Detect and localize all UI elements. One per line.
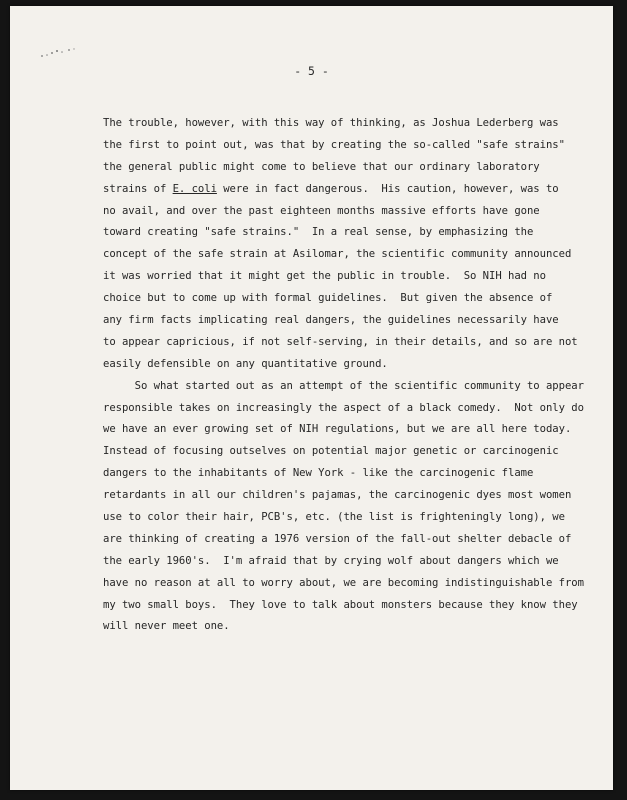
paragraph-2	[103, 376, 613, 639]
text-line	[103, 288, 613, 310]
text-segment: we have an ever growing set of NIH regulations, but we are all here today.	[103, 423, 572, 436]
text-segment: dangers to the inhabitants of New York - like the carcinogenic flame	[103, 467, 534, 480]
text-line	[103, 201, 613, 223]
text-line	[103, 463, 613, 485]
text-line	[103, 507, 613, 529]
text-segment: the first to point out, was that by creating the so-called "safe strains"	[103, 138, 565, 151]
text-segment: retardants in all our children's pajamas, the carcinogenic dyes most women	[103, 489, 572, 502]
text-segment: were in fact dangerous. His caution, however, was to	[216, 182, 559, 195]
document-page	[10, 6, 613, 790]
text-line	[103, 595, 613, 617]
text-segment: the general public might come to believe that our ordinary laboratory	[103, 160, 540, 173]
text-segment: the early 1960's. I'm afraid that by crying wolf about dangers which we	[103, 554, 559, 567]
text-line	[103, 529, 613, 551]
text-line	[103, 222, 613, 244]
text-line	[103, 441, 613, 463]
text-segment: to appear capricious, if not self-serving, in their details, and so are not	[103, 335, 578, 348]
paragraph-1	[103, 113, 613, 376]
text-segment: easily defensible on any quantitative ground.	[103, 357, 388, 370]
pencil-marks-icon	[38, 46, 78, 60]
text-line	[103, 332, 613, 354]
text-line	[103, 179, 613, 201]
text-line	[103, 135, 613, 157]
text-segment: toward creating "safe strains." In a real sense, by emphasizing the	[103, 226, 534, 239]
text-segment: concept of the safe strain at Asilomar, the scientific community announced	[103, 248, 572, 261]
text-segment: responsible takes on increasingly the aspect of a black comedy. Not only do	[103, 401, 584, 414]
text-segment: any firm facts implicating real dangers, the guidelines necessarily have	[103, 314, 559, 327]
text-segment: my two small boys. They love to talk about monsters because they know they	[103, 598, 578, 611]
text-line	[103, 485, 613, 507]
text-segment: are thinking of creating a 1976 version of the fall-out shelter debacle of	[103, 532, 572, 545]
text-line	[103, 266, 613, 288]
page-number: - 5 -	[294, 64, 329, 78]
text-segment: strains of	[103, 182, 173, 195]
text-segment: So what started out as an attempt of the scientific community to appear	[103, 379, 584, 392]
text-segment: it was worried that it might get the public in trouble. So NIH had no	[103, 270, 546, 283]
underlined-term: E. coli	[172, 182, 217, 195]
text-segment: will never meet one.	[103, 620, 230, 633]
text-line	[103, 573, 613, 595]
body-text	[103, 113, 613, 638]
text-line	[103, 310, 613, 332]
text-line	[103, 616, 613, 638]
text-line	[103, 376, 613, 398]
text-segment: choice but to come up with formal guidelines. But given the absence of	[103, 292, 553, 305]
text-segment: The trouble, however, with this way of thinking, as Joshua Lederberg was	[103, 117, 559, 129]
text-line	[103, 244, 613, 266]
text-line	[103, 419, 613, 441]
text-line	[103, 354, 613, 376]
text-segment: Instead of focusing outselves on potential major genetic or carcinogenic	[103, 445, 559, 458]
text-segment: no avail, and over the past eighteen months massive efforts have gone	[103, 204, 540, 217]
text-segment: use to color their hair, PCB's, etc. (the list is frighteningly long), we	[103, 511, 565, 524]
text-line	[103, 157, 613, 179]
text-segment: have no reason at all to worry about, we are becoming indistinguishable from	[103, 576, 584, 589]
text-line	[103, 398, 613, 420]
text-line	[103, 113, 613, 135]
text-line	[103, 551, 613, 573]
